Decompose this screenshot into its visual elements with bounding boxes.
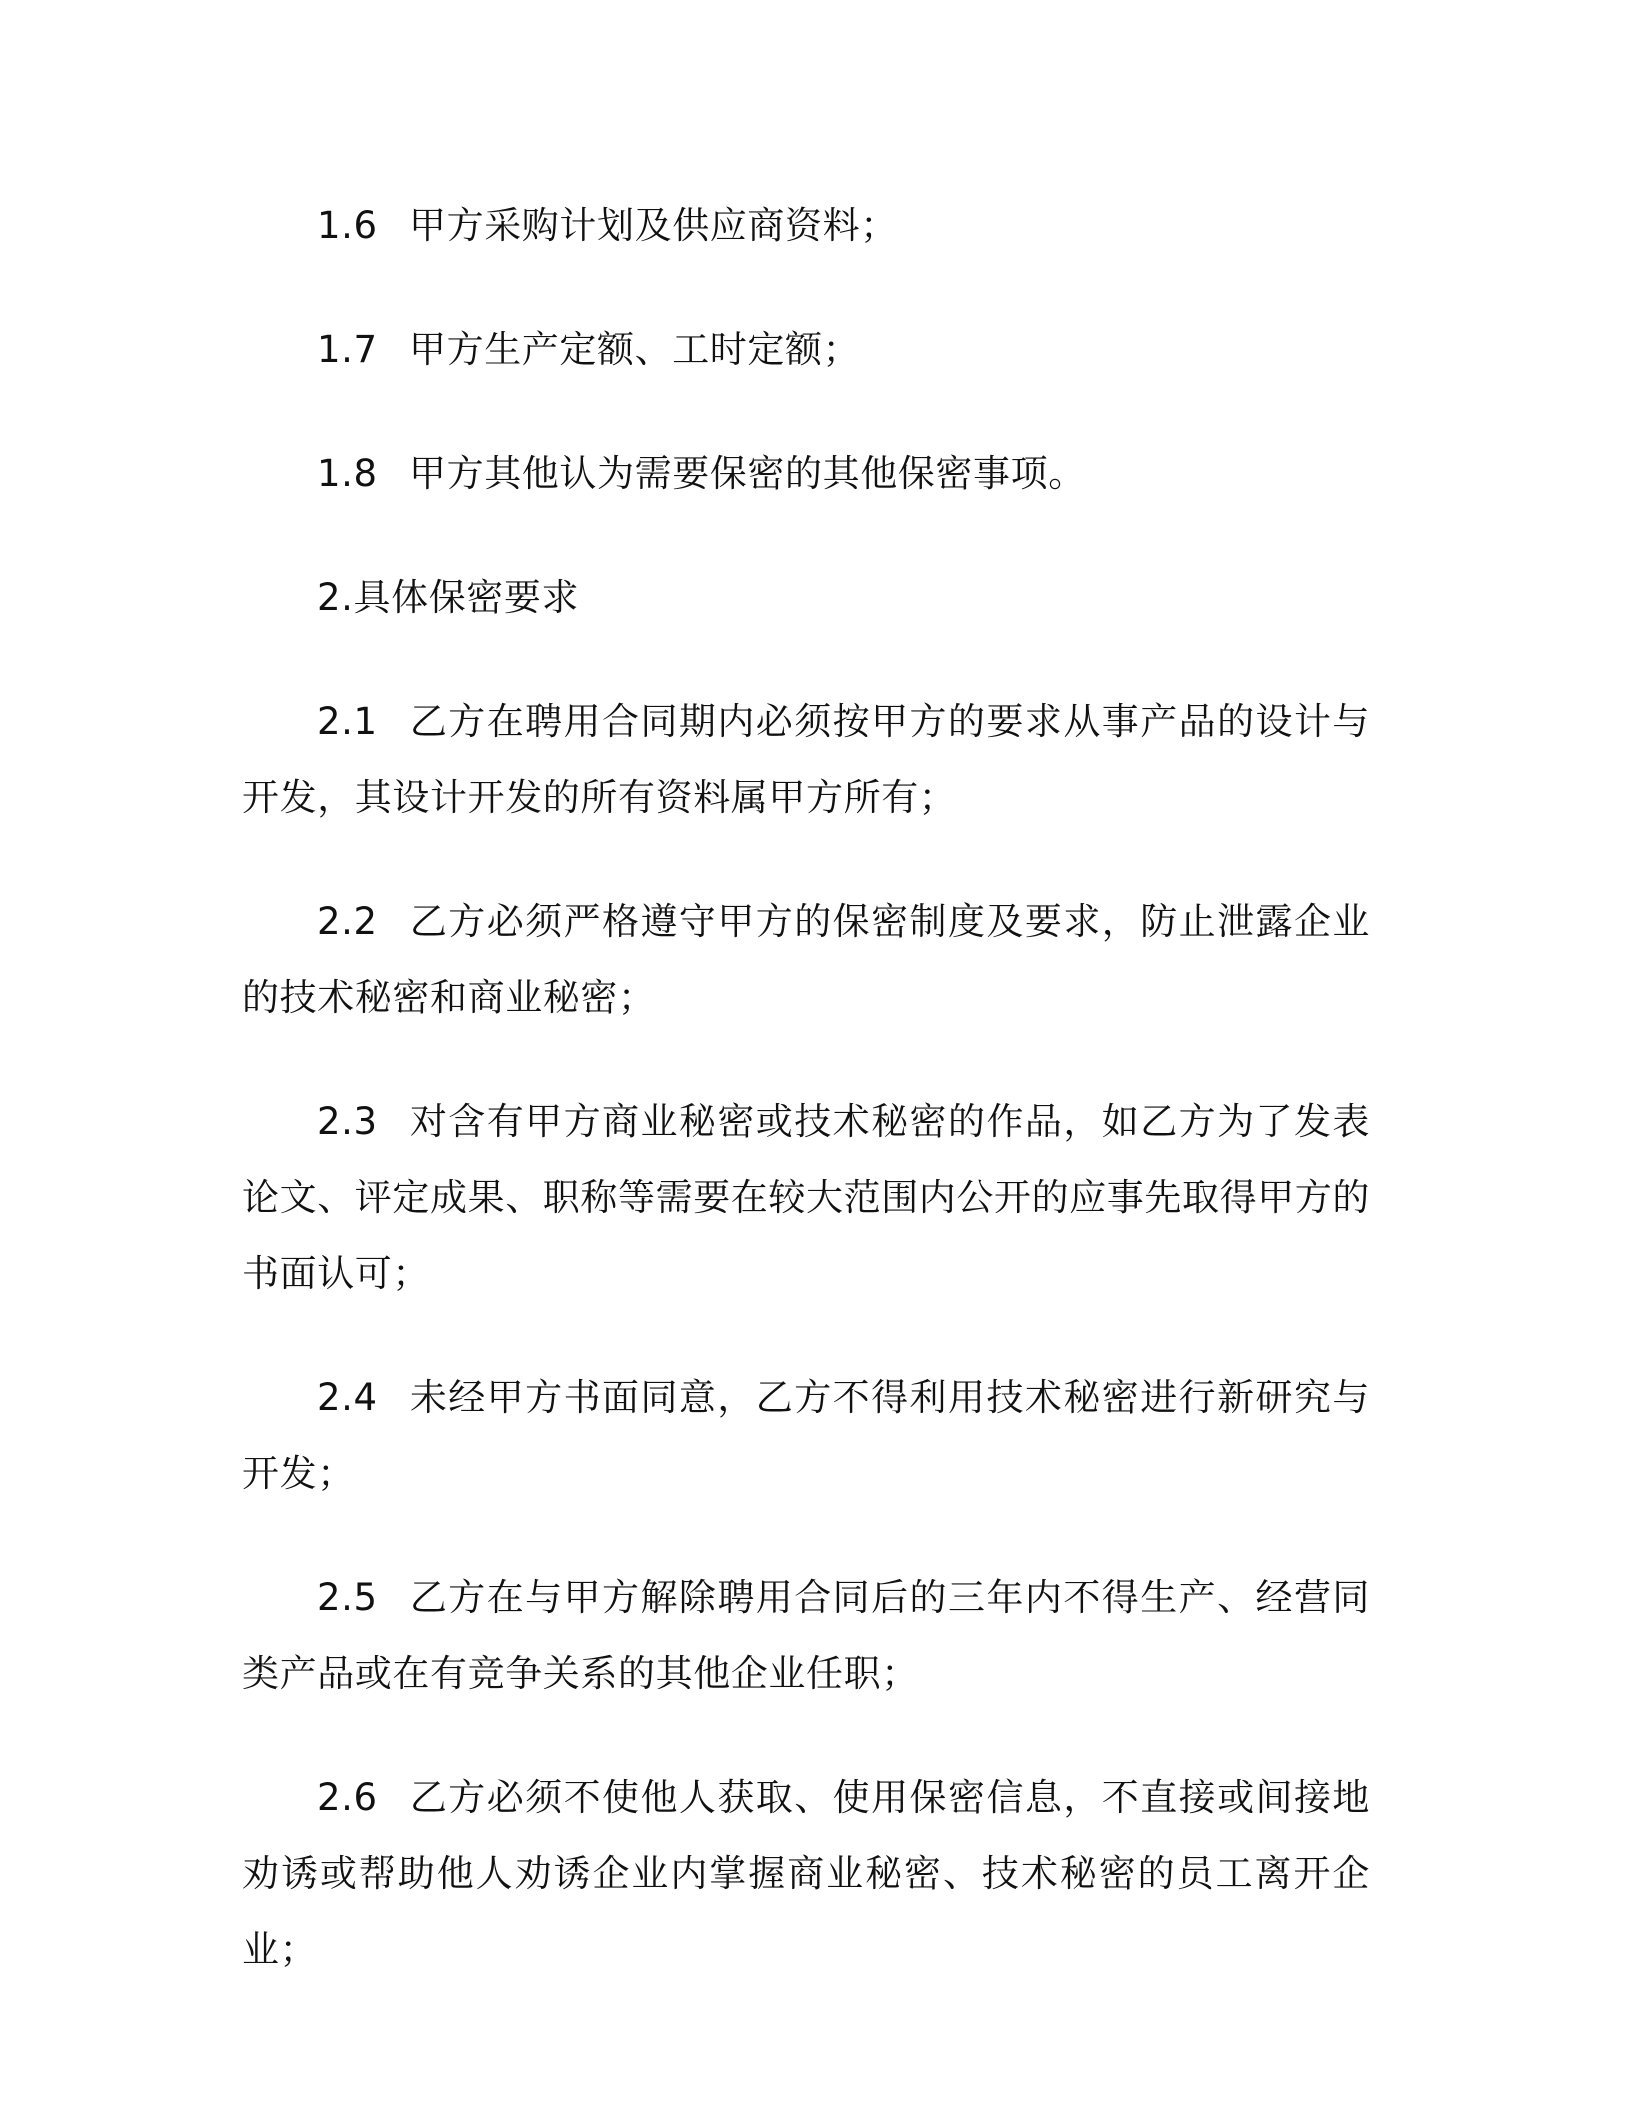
- clause-number: 2.5: [317, 1576, 378, 1619]
- clause-1-8: [242, 436, 1370, 512]
- clause-text: 未经甲方书面同意，乙方不得利用技术秘密进行新研究与开发；: [242, 1376, 1370, 1495]
- clause-number: 2.6: [317, 1776, 378, 1819]
- clause-number: 2.3: [317, 1100, 378, 1143]
- clause-text: 乙方在与甲方解除聘用合同后的三年内不得生产、经营同类产品或在有竞争关系的其他企业任职；: [242, 1576, 1370, 1695]
- document-body: [242, 188, 1370, 2036]
- clause-2-6: [242, 1760, 1370, 1988]
- clause-2-2: [242, 884, 1370, 1036]
- clause-2-4: [242, 1360, 1370, 1512]
- clause-number: 2.4: [317, 1376, 378, 1419]
- clause-text: 甲方采购计划及供应商资料；: [409, 204, 898, 247]
- clause-1-7: [242, 312, 1370, 388]
- clause-1-6: [242, 188, 1370, 264]
- clause-number: 1.6: [317, 204, 378, 247]
- section-heading-text: 2.具体保密要求: [317, 576, 580, 619]
- clause-2-3: [242, 1084, 1370, 1312]
- clause-number: 2.2: [317, 900, 378, 943]
- clause-number: 1.7: [317, 328, 378, 371]
- section-heading: [242, 560, 1370, 636]
- clause-2-1: [242, 684, 1370, 836]
- clause-text: 甲方生产定额、工时定额；: [409, 328, 861, 371]
- clause-number: 1.8: [317, 452, 378, 495]
- clause-text: 对含有甲方商业秘密或技术秘密的作品，如乙方为了发表论文、评定成果、职称等需要在较大范围内公开的应事先取得甲方的书面认可；: [242, 1100, 1370, 1295]
- clause-text: 乙方必须不使他人获取、使用保密信息，不直接或间接地劝诱或帮助他人劝诱企业内掌握商业秘密、技术秘密的员工离开企业；: [242, 1776, 1370, 1971]
- clause-2-5: [242, 1560, 1370, 1712]
- clause-text: 乙方在聘用合同期内必须按甲方的要求从事产品的设计与开发，其设计开发的所有资料属甲方所有；: [242, 700, 1370, 819]
- clause-text: 乙方必须严格遵守甲方的保密制度及要求，防止泄露企业的技术秘密和商业秘密；: [242, 900, 1370, 1019]
- clause-text: 甲方其他认为需要保密的其他保密事项。: [409, 452, 1086, 495]
- clause-number: 2.1: [317, 700, 378, 743]
